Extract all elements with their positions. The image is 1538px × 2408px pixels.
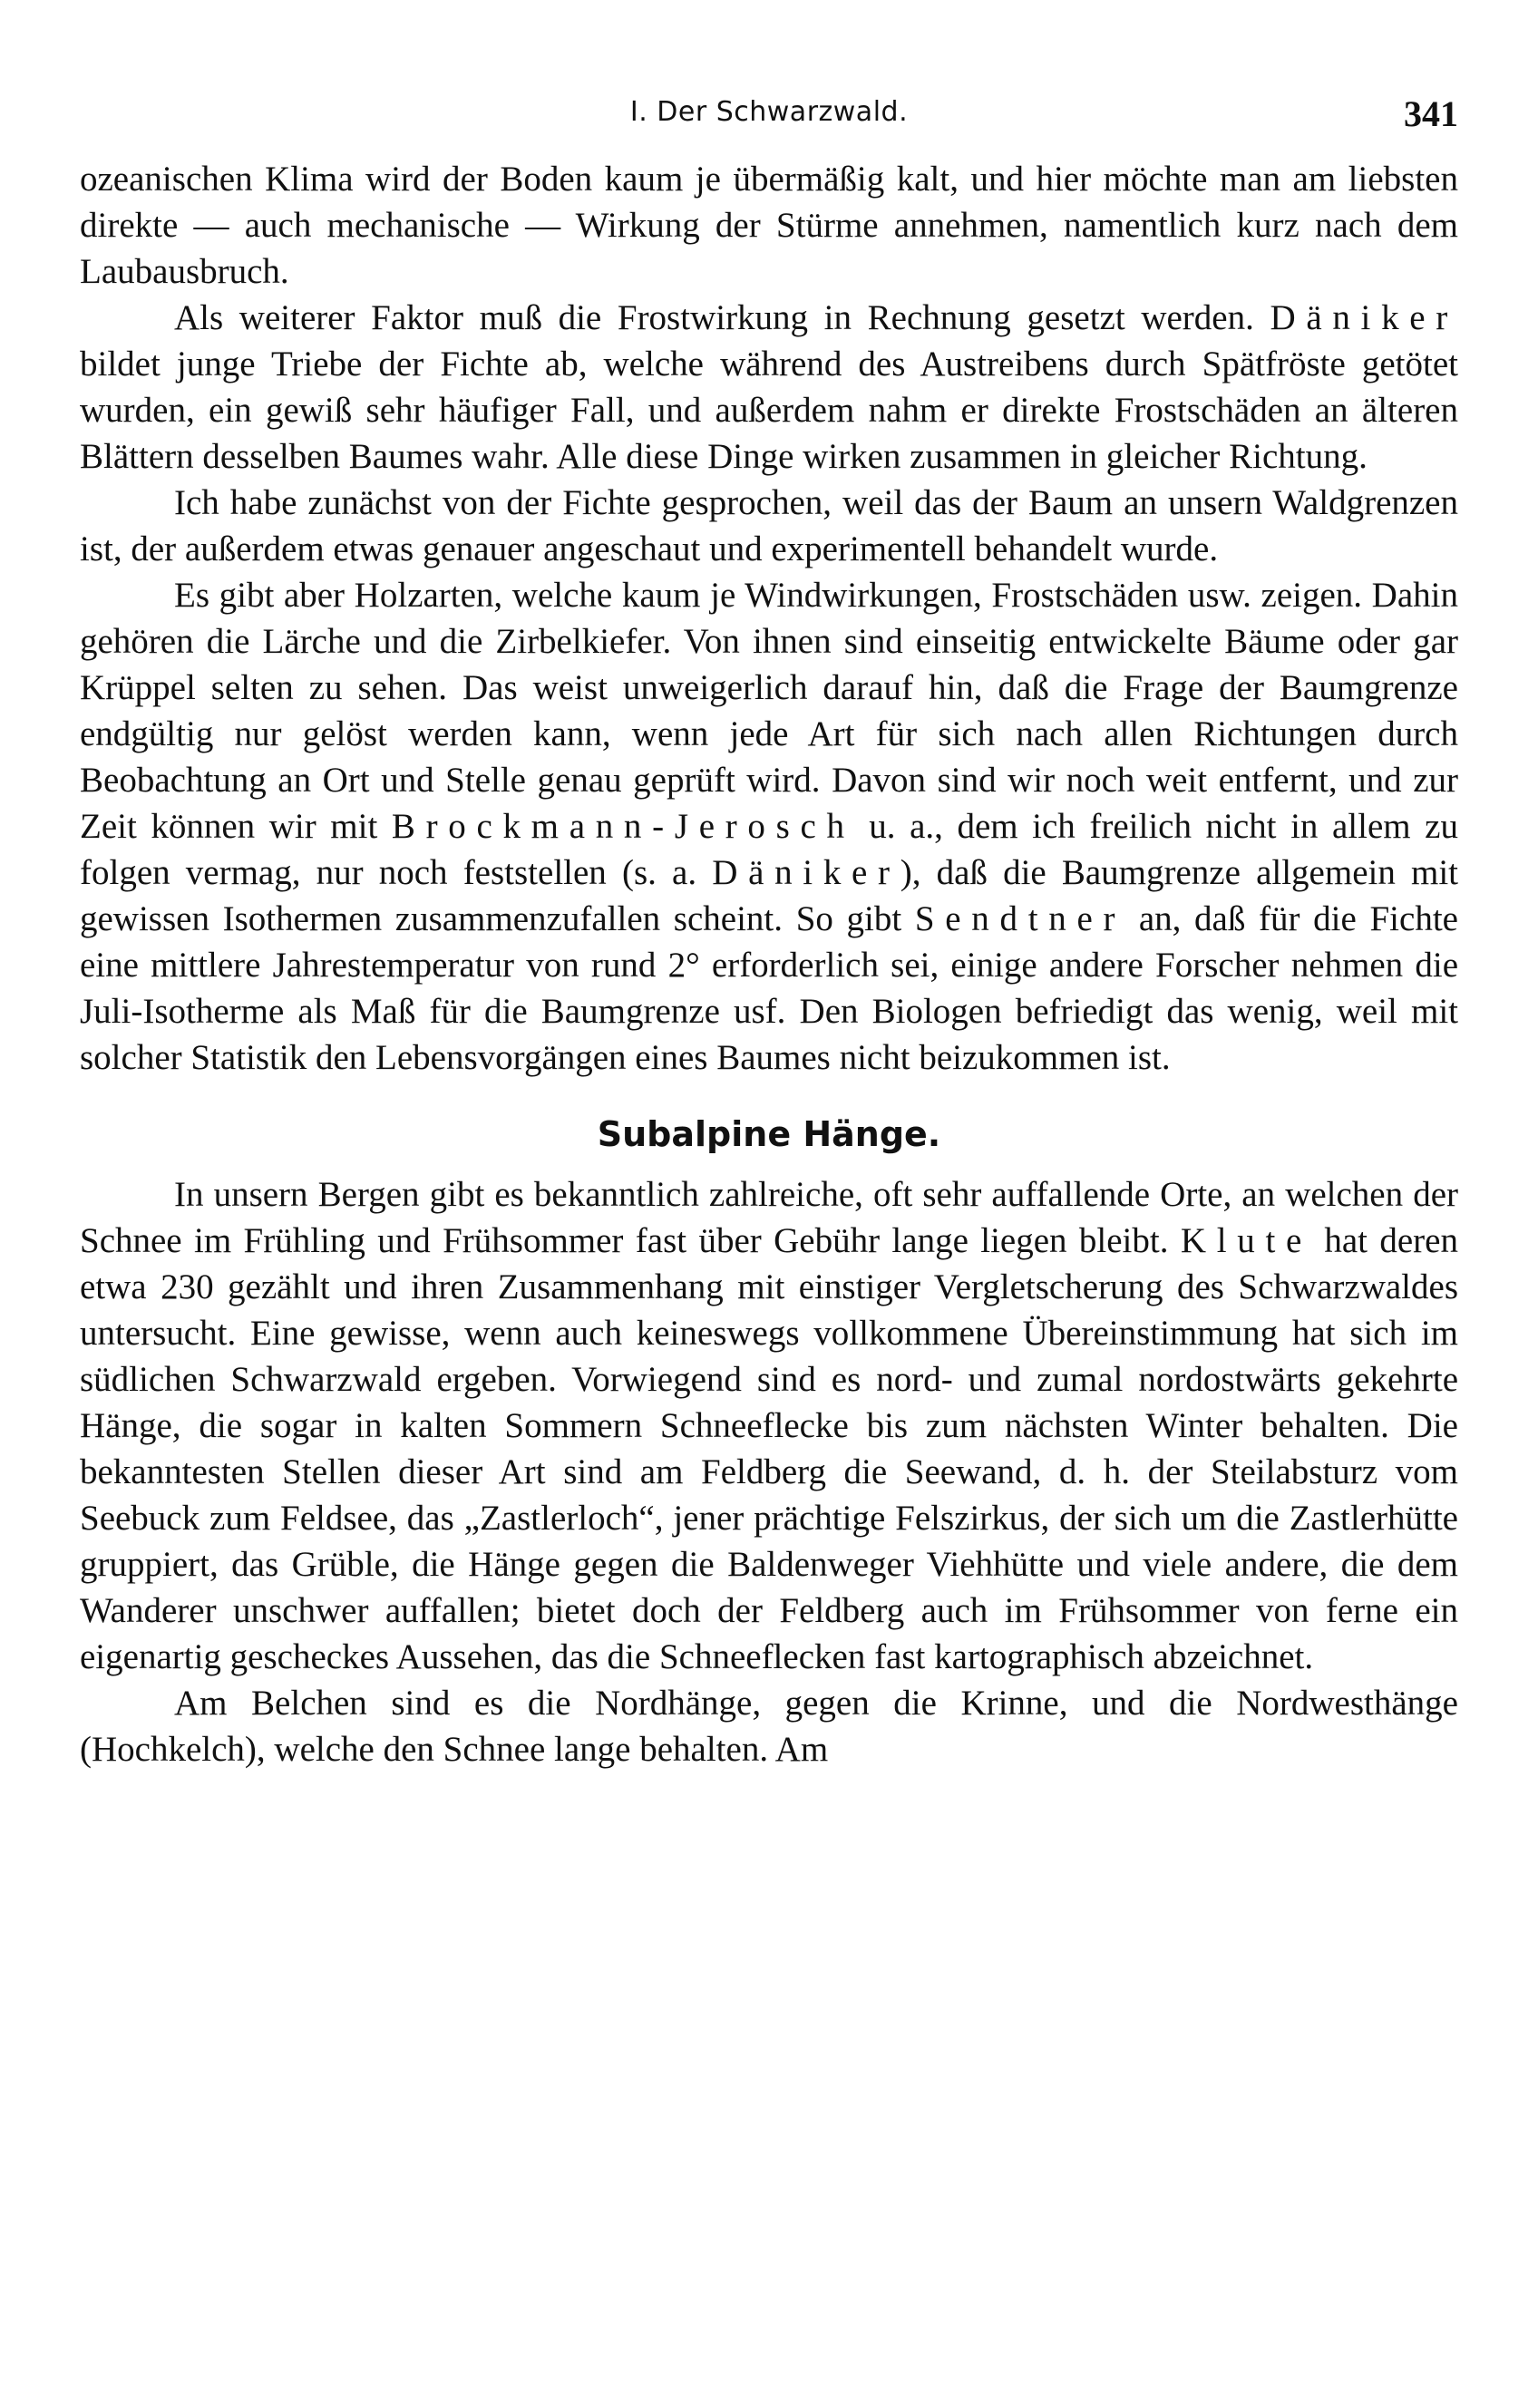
- paragraph-schnee: [80, 1171, 1458, 1680]
- paragraph-text: Ich habe zunächst von der Fichte gesprochen, weil das der Baum an unsern Waldgrenzen ist, der außerdem etwas genauer angeschaut und experimentell behandelt wurde.: [80, 483, 1458, 568]
- paragraph-frost: [80, 295, 1458, 480]
- running-title: I. Der Schwarzwald.: [629, 96, 909, 128]
- paragraph-continued: [80, 156, 1458, 295]
- author-name: Klute: [1180, 1221, 1312, 1260]
- paragraph-text: bildet junge Triebe der Fichte ab, welche während des Austreibens durch Spätfröste getötet wurden, ein gewiß sehr häufiger Fall, und außerdem nahm er direkte Frostschäden an älteren Blättern desselben Baumes wahr. Alle diese Dinge wirken zusammen in gleicher Richtung.: [80, 345, 1458, 476]
- paragraph-holzarten: [80, 572, 1458, 1081]
- page-number: 341: [1404, 93, 1458, 134]
- running-header: [80, 91, 1458, 156]
- paragraph-text: an, daß für die Fichte eine mittlere Jahrestemperatur von rund 2° erforderlich sei, einige andere Forscher nehmen die Juli-Isotherme als Maß für die Baumgrenze usf. Den Biologen befriedigt das wenig, weil mit solcher Statistik den Lebensvorgängen eines Baumes nicht beizukommen ist.: [80, 899, 1458, 1077]
- paragraph-text: u. a., dem ich freilich nicht in allem zu folgen vermag, nur noch feststellen (s. a.: [80, 807, 1458, 892]
- author-name: Däniker: [1270, 298, 1458, 337]
- section-heading: Subalpine Hänge.: [597, 1114, 941, 1154]
- paragraph-text: hat deren etwa 230 gezählt und ihren Zusammenhang mit einstiger Vergletscherung des Schwarzwaldes untersucht. Eine gewisse, wenn auch keineswegs vollkommene Übereinstimmung hat sich im südlichen Schwarzwald ergeben. Vorwiegend sind es nord- und zumal nordostwärts gekehrte Hänge, die sogar in kalten Sommern Schneeflecke bis zum nächsten Winter behalten. Die bekanntesten Stellen dieser Art sind am Feldberg die Seewand, d. h. der Steilabsturz vom Seebuck zum Feldsee, das „Zastlerloch“, jener prächtige Felszirkus, der sich um die Zastlerhütte gruppiert, das Grüble, die Hänge gegen die Baldenweger Viehhütte und viele andere, die dem Wanderer unschwer auffallen; bietet doch der Feldberg auch im Frühsommer von ferne ein eigenartig gescheckes Aussehen, das die Schneeflecken fast kartographisch abzeichnet.: [80, 1221, 1458, 1676]
- paragraph-text: Es gibt aber Holzarten, welche kaum je Windwirkungen, Frostschäden usw. zeigen. Dahin gehören die Lärche und die Zirbelkiefer. Von ihnen sind einseitig entwickelte Bäume oder gar Krüppel selten zu sehen. Das weist unweigerlich darauf hin, daß die Frage der Baumgrenze endgültig nur gelöst werden kann, wenn jede Art für sich nach allen Richtungen durch Beobachtung an Ort und Stelle genau geprüft wird. Davon sind wir noch weit entfernt, und zur Zeit können wir mit: [80, 576, 1458, 846]
- paragraph-text: ozeanischen Klima wird der Boden kaum je übermäßig kalt, und hier möchte man am liebsten direkte — auch mechanische — Wirkung der Stürme annehmen, namentlich kurz nach dem Laubausbruch.: [80, 160, 1458, 291]
- author-name: Brockmann-Jerosch: [391, 807, 855, 846]
- author-name: Sendtner: [914, 899, 1126, 938]
- paragraph-text: Als weiterer Faktor muß die Frostwirkung in Rechnung gesetzt werden.: [174, 298, 1270, 337]
- paragraph-text: Am Belchen sind es die Nordhänge, gegen die Krinne, und die Nordwesthänge (Hochkelch), welche den Schnee lange behalten. Am: [80, 1684, 1458, 1769]
- book-page: [80, 91, 1458, 1772]
- paragraph-belchen: [80, 1680, 1458, 1772]
- paragraph-text: ), daß die Baumgrenze allgemein mit gewissen Isothermen zusammenzufallen scheint. So gibt: [80, 853, 1458, 938]
- paragraph-fichte: [80, 480, 1458, 572]
- paragraph-text: In unsern Bergen gibt es bekanntlich zahlreiche, oft sehr auffallende Orte, an welchen der Schnee im Frühling und Frühsommer fast über Gebühr lange liegen bleibt.: [80, 1175, 1458, 1260]
- author-name: Däniker: [712, 853, 900, 892]
